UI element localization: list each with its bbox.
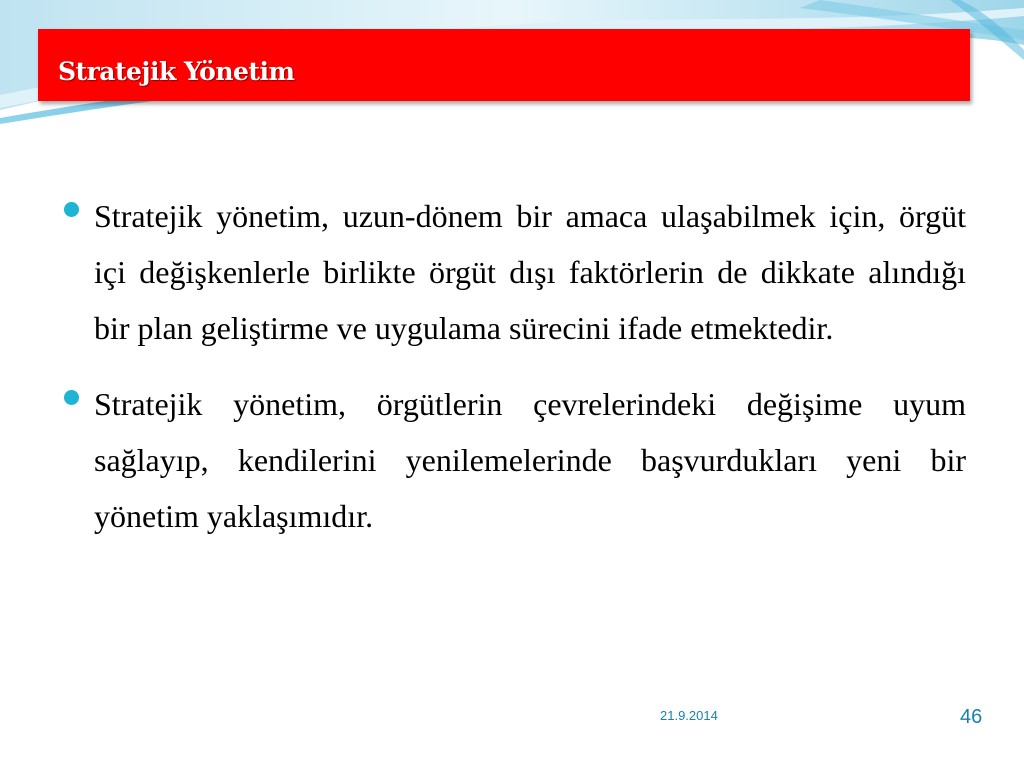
footer-date: 21.9.2014 (660, 708, 718, 723)
page-number: 46 (960, 706, 983, 728)
slide-title: Stratejik Yönetim (58, 57, 295, 86)
bullet-dot-icon (64, 390, 79, 405)
bullet-text: Stratejik yönetim, örgütlerin çevrelerindeki değişime uyum sağlayıp, kendilerini yenilemelerinde başvurdukları yeni bir yönetim yaklaşımıdır. (94, 386, 966, 534)
bullet-item (64, 376, 966, 544)
title-bar (38, 29, 970, 101)
bullet-text: Stratejik yönetim, uzun-dönem bir amaca ulaşabilmek için, örgüt içi değişkenlerle birlikte örgüt dışı faktörlerin de dikkate alındığı bir plan geliştirme ve uygulama sürecini ifade etmektedir. (94, 198, 966, 346)
bullet-item (64, 188, 966, 356)
bullet-dot-icon (64, 202, 79, 217)
bullet-list (64, 188, 966, 564)
